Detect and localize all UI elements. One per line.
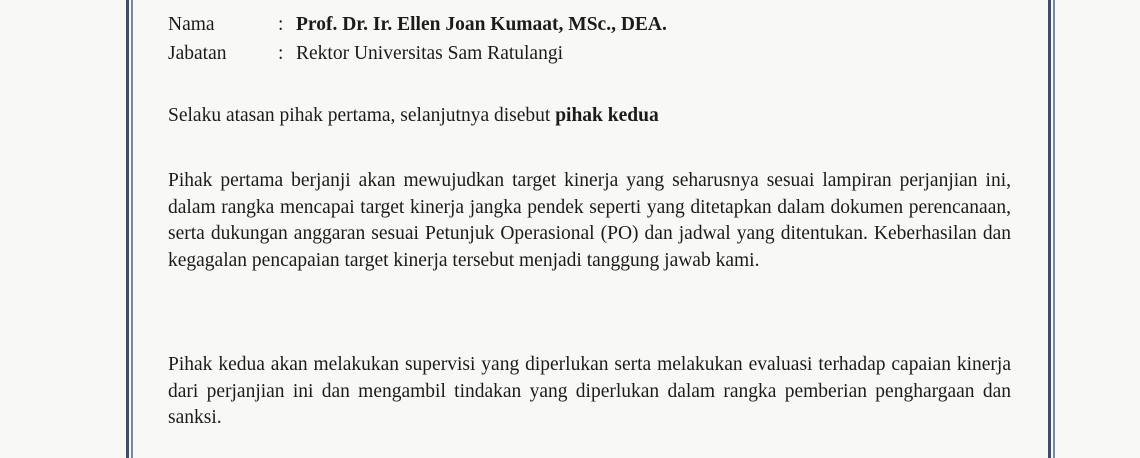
page-border-right <box>1048 0 1056 458</box>
position-label: Jabatan <box>168 43 227 64</box>
intro-paragraph <box>168 103 1011 130</box>
paragraph-supervision: Pihak kedua akan melakukan supervisi yang diperlukan serta melakukan evaluasi terhadap capaian kinerja dari perjanjian ini dan mengambil tindakan yang diperlukan dalam rangka pemberian penghargaan dan sanksi. <box>168 354 1011 428</box>
position-field <box>168 41 563 68</box>
name-label: Nama <box>168 14 215 35</box>
name-separator: : <box>278 14 284 35</box>
page-border-left <box>126 0 134 458</box>
intro-text: Selaku atasan pihak pertama, selanjutnya disebut <box>168 105 556 126</box>
position-separator: : <box>278 43 284 64</box>
intro-emphasis: pihak kedua <box>555 105 659 126</box>
position-value: Rektor Universitas Sam Ratulangi <box>296 43 564 64</box>
name-value: Prof. Dr. Ir. Ellen Joan Kumaat, MSc., DEA. <box>296 14 667 35</box>
name-field <box>168 12 667 39</box>
paragraph-commitment: Pihak pertama berjanji akan mewujudkan target kinerja yang seharusnya sesuai lampiran perjanjian ini, dalam rangka mencapai target kinerja jangka pendek seperti yang ditetapkan dalam dokumen perencanaan, serta dukungan anggaran sesuai Petunjuk Operasional (PO) dan jadwal yang ditentukan. Keberhasilan dan kegagalan pencapaian target kinerja tersebut menjadi tanggung jawab kami. <box>168 170 1011 271</box>
